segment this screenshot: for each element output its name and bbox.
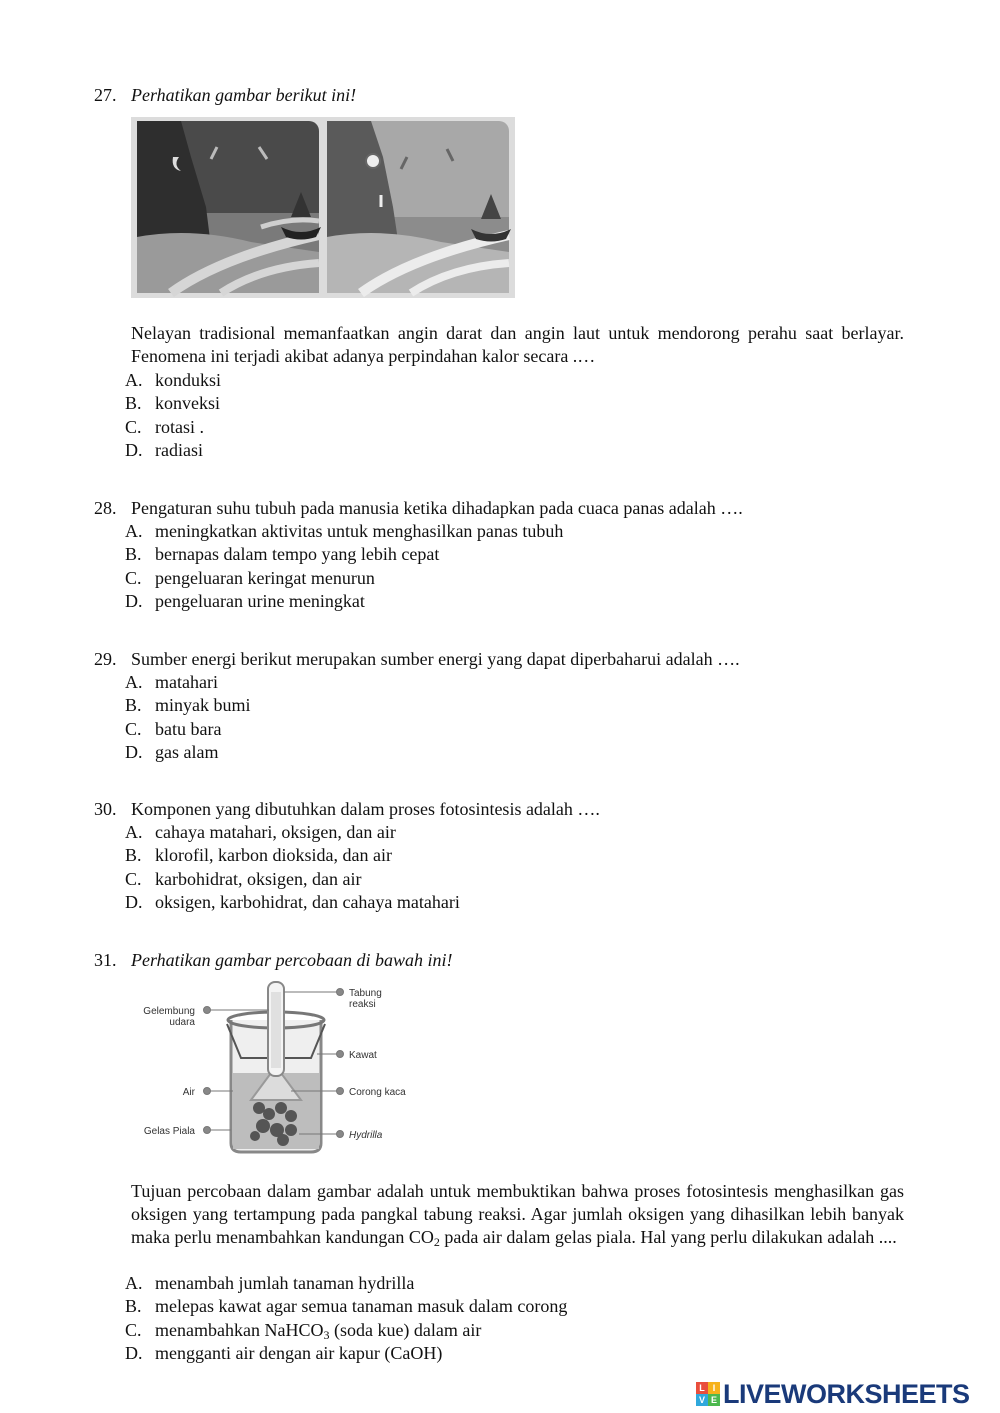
option-b[interactable]: B. klorofil, karbon dioksida, dan air <box>125 845 392 866</box>
photosynthesis-experiment-figure <box>131 978 421 1156</box>
option-a[interactable]: A. konduksi <box>125 370 222 390</box>
label-air: Air <box>182 1087 195 1098</box>
question-paragraph: Nelayan tradisional memanfaatkan angin darat dan angin laut untuk mendorong perahu saat berlayar. Fenomena ini terjadi akibat adanya perpindahan kalor secara .… <box>131 323 904 366</box>
option-a[interactable]: A. matahari <box>125 672 218 692</box>
option-a[interactable]: A. menambah jumlah tanaman hydrilla <box>125 1273 415 1293</box>
liveworksheets-brand[interactable] <box>696 1380 970 1408</box>
option-c[interactable]: C. karbohidrat, oksigen, dan air <box>125 868 362 889</box>
option-b[interactable]: B. konveksi <box>125 393 220 414</box>
question-prompt: Komponen yang dibutuhkan dalam proses fotosintesis adalah …. <box>131 799 600 819</box>
question-number: 28. <box>94 498 117 518</box>
question-number: 31. <box>94 950 117 970</box>
night-panel <box>137 121 321 293</box>
option-d[interactable]: D. pengeluaran urine meningkat <box>125 590 365 611</box>
option-d[interactable]: D. radiasi <box>125 439 203 460</box>
label-gelembung: Gelembung <box>143 1006 195 1017</box>
label-tabung: Tabung <box>349 988 382 999</box>
options-31 <box>125 1272 567 1365</box>
option-c[interactable]: C. pengeluaran keringat menurun <box>125 567 375 588</box>
option-b[interactable]: B. bernapas dalam tempo yang lebih cepat <box>125 544 440 565</box>
options-29 <box>125 671 251 764</box>
question-prompt: Perhatikan gambar berikut ini! <box>131 85 357 105</box>
label-reaksi: reaksi <box>349 999 376 1010</box>
options-28 <box>125 520 563 613</box>
option-a[interactable]: A. cahaya matahari, oksigen, dan air <box>125 822 396 842</box>
label-corong: Corong kaca <box>349 1087 406 1098</box>
label-udara: udara <box>169 1017 195 1028</box>
option-a[interactable]: A. meningkatkan aktivitas untuk menghasilkan panas tubuh <box>125 521 564 541</box>
question-prompt: Sumber energi berikut merupakan sumber energi yang dapat diperbaharui adalah …. <box>131 649 740 669</box>
land-sea-breeze-figure <box>131 117 515 298</box>
label-hydrilla: Hydrilla <box>349 1130 383 1141</box>
question-number: 27. <box>94 85 117 105</box>
options-27 <box>125 369 221 462</box>
option-b[interactable]: B. minyak bumi <box>125 695 251 716</box>
label-kawat: Kawat <box>349 1050 377 1061</box>
question-number: 29. <box>94 649 117 669</box>
label-gelas: Gelas Piala <box>143 1126 195 1137</box>
option-c[interactable]: C. menambahkan NaHCO$_3$ (soda kue) dalam air <box>125 1319 482 1342</box>
option-c[interactable]: C. rotasi . <box>125 416 204 437</box>
option-b[interactable]: B. melepas kawat agar semua tanaman masuk dalam corong <box>125 1296 568 1317</box>
brand-name: LIVEWORKSHEETS <box>723 1378 970 1409</box>
liveworksheets-logo-icon: L I V E <box>696 1382 720 1406</box>
question-number: 30. <box>94 799 117 819</box>
question-paragraph: Tujuan percobaan dalam gambar adalah untuk membuktikan bahwa proses fotosintesis menghasilkan gas oksigen yang tertampung pada pangkal tabung reaksi. Agar jumlah oksigen yang dihasilkan lebih banyak maka perlu menambahkan kandungan $CO_2$ pada air dalam gelas piala. Hal yang perlu dilakukan adalah .... <box>131 1181 904 1249</box>
day-panel <box>327 121 511 293</box>
option-d[interactable]: D. mengganti air dengan air kapur (CaOH) <box>125 1342 443 1363</box>
options-30 <box>125 821 460 914</box>
option-d[interactable]: D. gas alam <box>125 741 219 762</box>
question-prompt: Pengaturan suhu tubuh pada manusia ketika dihadapkan pada cuaca panas adalah …. <box>131 498 743 518</box>
question-prompt: Perhatikan gambar percobaan di bawah ini! <box>131 950 453 970</box>
option-c[interactable]: C. batu bara <box>125 718 222 739</box>
option-d[interactable]: D. oksigen, karbohidrat, dan cahaya matahari <box>125 891 460 912</box>
